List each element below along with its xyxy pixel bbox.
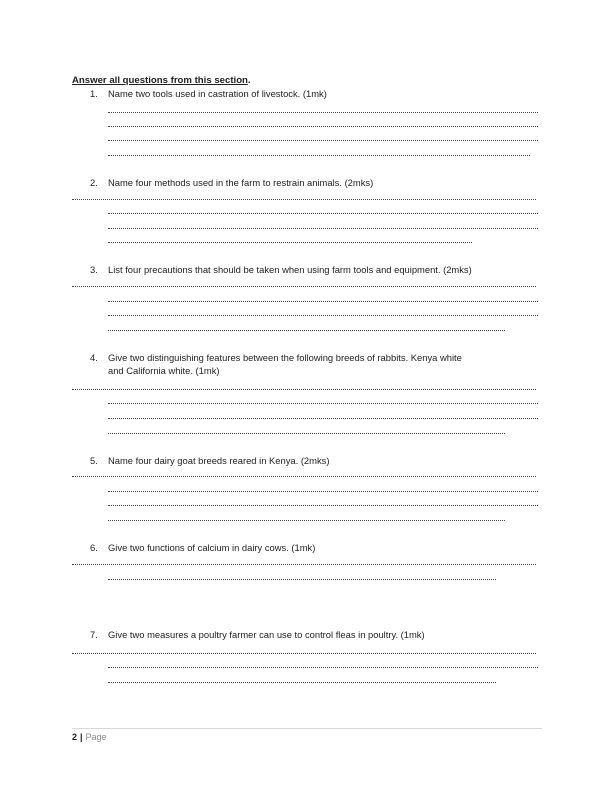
question-text: Give two distinguishing features between the following breeds of rabbits. Kenya white [108,352,462,363]
answer-line[interactable] [72,389,536,390]
answer-line[interactable] [108,418,538,419]
question-number: 3. [90,264,98,275]
answer-line[interactable] [108,667,538,668]
answer-line[interactable] [108,228,538,229]
answer-line[interactable] [108,213,538,214]
section-heading-punct: . [247,75,251,86]
question-text: Give two measures a poultry farmer can use to control fleas in poultry. (1mk) [108,629,425,640]
answer-line[interactable] [108,579,496,580]
answer-line[interactable] [72,286,536,287]
answer-line[interactable] [108,315,538,316]
question-number: 2. [90,177,98,188]
answer-line[interactable] [108,330,505,331]
question-text: Name four dairy goat breeds reared in Kenya. (2mks) [108,455,330,466]
answer-line[interactable] [108,505,538,506]
answer-line[interactable] [108,155,530,156]
answer-line[interactable] [108,301,538,302]
answer-line[interactable] [108,403,538,404]
footer-divider [72,728,542,729]
question-text: Name four methods used in the farm to restrain animals. (2mks) [108,177,374,188]
answer-line[interactable] [72,476,536,477]
answer-line[interactable] [108,242,472,243]
page-number: 2 [72,732,78,742]
answer-line[interactable] [108,126,538,127]
section-heading [72,75,251,86]
question-text: Give two functions of calcium in dairy cows. (1mk) [108,542,316,553]
answer-line[interactable] [108,112,538,113]
question-number: 7. [90,629,98,640]
page-label: Page [85,732,107,742]
answer-line[interactable] [108,520,505,521]
question-text: Name two tools used in castration of livestock. (1mk) [108,88,327,99]
question-number: 6. [90,542,98,553]
question-number: 5. [90,455,98,466]
answer-line[interactable] [72,199,536,200]
answer-line[interactable] [108,682,496,683]
section-heading-text: Answer all questions from this section [72,75,248,86]
answer-line[interactable] [72,564,536,565]
question-4 [90,352,550,382]
answer-line[interactable] [108,491,538,492]
question-text: List four precautions that should be taken when using farm tools and equipment. (2mks) [108,264,472,275]
question-number: 4. [90,352,98,363]
question-number: 1. [90,88,98,99]
answer-line[interactable] [72,653,536,654]
page-footer [72,732,107,742]
footer-separator: | [80,732,83,742]
answer-line[interactable] [108,140,538,141]
answer-line[interactable] [108,433,505,434]
question-text-continued: and California white. (1mk) [108,365,220,376]
